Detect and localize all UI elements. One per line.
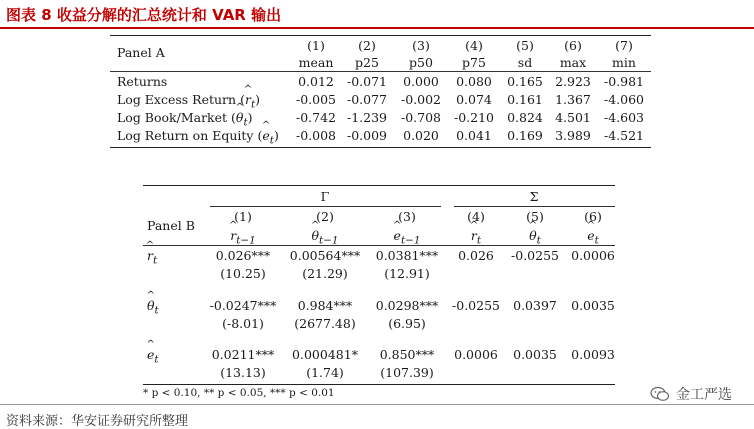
cell-value: -0.071 <box>346 74 388 89</box>
cell-value: -0.005 <box>295 92 337 107</box>
cell-value: 0.041 <box>456 128 492 143</box>
cell-value: 0.0298*** <box>375 298 439 313</box>
cell-value: 1.367 <box>555 92 591 107</box>
row-symbol: ^ $e_t$ <box>147 347 159 366</box>
cell-value: -0.981 <box>603 74 645 89</box>
panel-a-label: Panel A <box>117 45 165 60</box>
cell-value: 0.026*** <box>215 248 271 263</box>
t-stat: (21.29) <box>302 266 348 281</box>
t-stat: (13.13) <box>220 365 266 380</box>
t-stat: (1.74) <box>306 365 344 380</box>
cell-value: 4.501 <box>555 110 591 125</box>
cell-value: -0.742 <box>295 110 337 125</box>
cell-value: -0.0255 <box>511 248 559 263</box>
col-num: (5) <box>516 38 534 53</box>
cell-value: 0.161 <box>507 92 543 107</box>
panel-b-mid-rule <box>143 245 615 246</box>
cell-value: 0.000481* <box>292 347 358 362</box>
source-rule <box>0 404 754 405</box>
cell-value: 2.923 <box>555 74 591 89</box>
cell-value: 0.0035 <box>513 347 557 362</box>
hat-symbol: ^ θ <box>236 110 244 125</box>
t-stat: (6.95) <box>388 316 426 331</box>
cell-value: -4.521 <box>603 128 645 143</box>
cell-value: -4.603 <box>603 110 645 125</box>
col-symbol: ^ $r_{t-1}$ <box>230 228 256 247</box>
t-stat: (12.91) <box>384 266 430 281</box>
watermark <box>650 384 732 404</box>
col-num: (3) <box>412 38 430 53</box>
cell-value: 0.0006 <box>454 347 498 362</box>
source-note: 资料来源：华安证券研究所整理 <box>6 414 189 429</box>
col-name: p50 <box>409 55 433 70</box>
t-stat: (2677.48) <box>294 316 356 331</box>
t-stat: (107.39) <box>380 365 434 380</box>
cell-value: 0.020 <box>403 128 439 143</box>
panel-a-top-rule <box>110 35 651 36</box>
gamma-header: Γ <box>320 189 330 204</box>
col-name: min <box>612 55 636 70</box>
cell-value: -0.008 <box>295 128 337 143</box>
col-symbol: ^ $r_t$ <box>471 228 481 247</box>
cell-value: 0.0093 <box>571 347 615 362</box>
cell-value: 0.000 <box>403 74 439 89</box>
panel-a-bottom-rule <box>110 147 651 148</box>
title-rule <box>0 27 754 29</box>
panel-b-label: Panel B <box>147 218 195 233</box>
cell-value: 0.074 <box>456 92 492 107</box>
col-symbol: ^ $\theta_t$ <box>529 228 541 247</box>
cell-value: 0.0381*** <box>375 248 439 263</box>
col-name: p25 <box>355 55 379 70</box>
cell-value: 0.026 <box>458 248 494 263</box>
col-symbol: ^ $\theta_{t-1}$ <box>311 228 338 247</box>
col-name: max <box>559 55 587 70</box>
panel-b-bottom-rule <box>143 384 615 385</box>
cell-value: -0.002 <box>400 92 442 107</box>
cell-value: 0.850*** <box>379 347 435 362</box>
row-label: Returns <box>117 74 168 89</box>
cell-value: -0.0247*** <box>209 298 277 313</box>
cell-value: 0.0035 <box>571 298 615 313</box>
sigma-span-rule <box>454 206 615 207</box>
row-symbol: ^ $\theta_t$ <box>147 298 159 317</box>
row-label: Log Excess Return (^ $r_t$) <box>117 92 260 111</box>
col-num: (6) <box>584 209 602 224</box>
col-name: p75 <box>462 55 486 70</box>
col-num: (2) <box>316 209 334 224</box>
cell-value: -0.009 <box>346 128 388 143</box>
hat-symbol: ^ r <box>245 92 251 107</box>
col-num: (4) <box>467 209 485 224</box>
row-label: Log Return on Equity (^ $e_t$) <box>117 128 279 147</box>
cell-value: 0.165 <box>507 74 543 89</box>
gamma-span-rule <box>210 206 441 207</box>
col-num: (5) <box>526 209 544 224</box>
cell-value: 0.0006 <box>571 248 615 263</box>
significance-footnote: * p < 0.10, ** p < 0.05, *** p < 0.01 <box>143 387 335 399</box>
t-stat: (10.25) <box>220 266 266 281</box>
col-symbol: ^ $e_{t-1}$ <box>394 228 421 247</box>
col-num: (1) <box>307 38 325 53</box>
col-num: (6) <box>564 38 582 53</box>
cell-value: -0.077 <box>346 92 388 107</box>
cell-value: 0.824 <box>507 110 543 125</box>
watermark-label: 金工严选 <box>676 387 732 403</box>
cell-value: 0.0211*** <box>211 347 275 362</box>
hat-symbol: ^ e <box>262 128 269 143</box>
cell-value: -0.708 <box>400 110 442 125</box>
report-title: 图表 8 收益分解的汇总统计和 VAR 输出 <box>6 6 282 24</box>
row-label: Log Book/Market (^ $\theta_t$) <box>117 110 253 129</box>
cell-value: 3.989 <box>555 128 591 143</box>
cell-value: 0.984*** <box>297 298 353 313</box>
cell-value: 0.012 <box>298 74 334 89</box>
cell-value: 0.080 <box>456 74 492 89</box>
col-name: sd <box>517 55 533 70</box>
col-symbol: ^ $e_t$ <box>587 228 599 247</box>
cell-value: 0.169 <box>507 128 543 143</box>
col-num: (2) <box>358 38 376 53</box>
cell-value: -0.0255 <box>452 298 500 313</box>
cell-value: 0.0397 <box>513 298 557 313</box>
col-num: (3) <box>398 209 416 224</box>
panel-b-top-rule <box>143 185 615 186</box>
wechat-icon <box>650 386 670 402</box>
col-name: mean <box>298 55 334 70</box>
cell-value: 0.00564*** <box>289 248 361 263</box>
t-stat: (-8.01) <box>222 316 264 331</box>
col-num: (4) <box>465 38 483 53</box>
cell-value: -1.239 <box>346 110 388 125</box>
col-num: (7) <box>615 38 633 53</box>
cell-value: -4.060 <box>603 92 645 107</box>
sigma-header: Σ <box>529 189 539 204</box>
panel-a-mid-rule <box>110 71 651 72</box>
col-num: (1) <box>234 209 252 224</box>
cell-value: -0.210 <box>453 110 495 125</box>
row-symbol: ^ $r_t$ <box>147 248 157 267</box>
